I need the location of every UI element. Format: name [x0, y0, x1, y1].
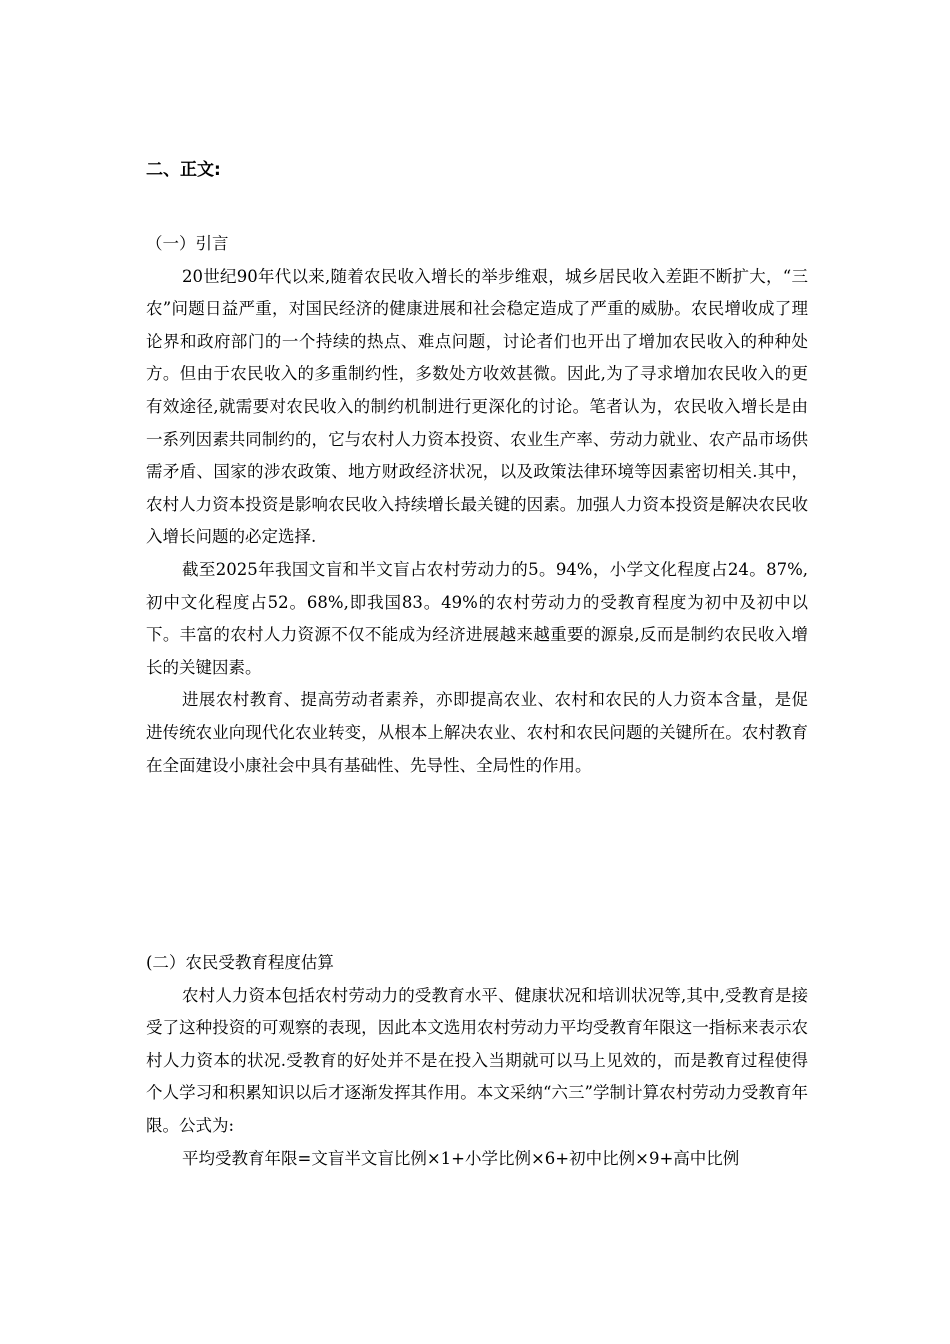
formula-line: 平均受教育年限=文盲半文盲比例×1+小学比例×6+初中比例×9+高中比例	[182, 1148, 740, 1168]
section-education-estimate	[146, 947, 808, 1175]
section-introduction	[146, 228, 808, 782]
section-title: 二、正文:	[146, 160, 221, 180]
paragraph: 农村人力资本包括农村劳动力的受教育水平、健康状况和培训状况等,其中,受教育是接受了这种投资的可观察的表现，因此本文选用农村劳动力平均受教育年限这一指标来表示农村人力资本的状况.受教育的好处并不是在投入当期就可以马上见效的，而是教育过程使得个人学习和积累知识以后才逐渐发挥其作用。本文采纳“六三”学制计算农村劳动力受教育年限。公式为:	[146, 985, 808, 1135]
subheading-introduction: （一）引言	[146, 234, 229, 253]
paragraph: 进展农村教育、提高劳动者素养，亦即提高农业、农村和农民的人力资本含量，是促进传统农业向现代化农业转变，从根本上解决农业、农村和农民问题的关键所在。农村教育在全面建设小康社会中具有基础性、先导性、全局性的作用。	[146, 690, 808, 775]
paragraph: 20世纪90年代以来,随着农民收入增长的举步维艰，城乡居民收入差距不断扩大，“三农”问题日益严重，对国民经济的健康进展和社会稳定造成了严重的威胁。农民增收成了理论界和政府部门的一个持续的热点、难点问题，讨论者们也开出了增加农民收入的种种处方。但由于农民收入的多重制约性，多数处方收效甚微。因此,为了寻求增加农民收入的更有效途径,就需要对农民收入的制约机制进行更深化的讨论。笔者认为，农民收入增长是由一系列因素共同制约的，它与农村人力资本投资、农业生产率、劳动力就业、农产品市场供需矛盾、国家的涉农政策、地方财政经济状况，以及政策法律环境等因素密切相关.其中，农村人力资本投资是影响农民收入持续增长最关键的因素。加强人力资本投资是解决农民收入增长问题的必定选择.	[146, 266, 808, 547]
subheading-education-estimate: (二）农民受教育程度估算	[146, 953, 334, 972]
paragraph: 截至2025年我国文盲和半文盲占农村劳动力的5。94%，小学文化程度占24。87%,初中文化程度占52。68%,即我国83。49%的农村劳动力的受教育程度为初中及初中以下。丰富的农村人力资源不仅不能成为经济进展越来越重要的源泉,反而是制约农民收入增长的关键因素。	[146, 559, 808, 677]
